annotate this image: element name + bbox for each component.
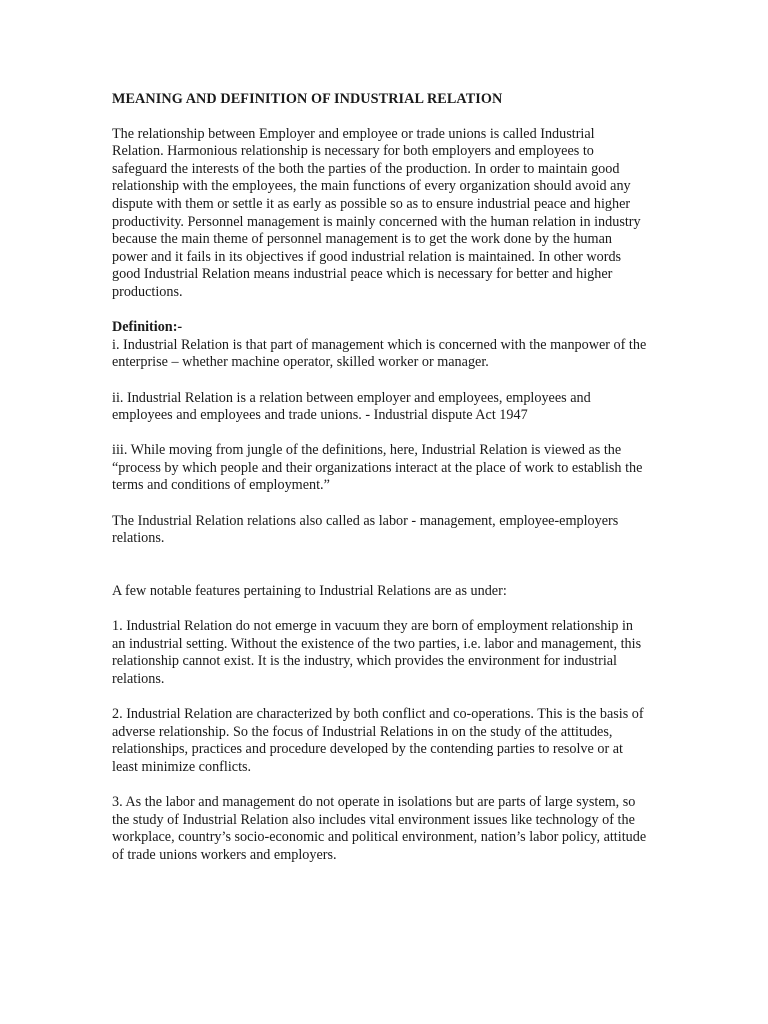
- feature-item-1: 1. Industrial Relation do not emerge in vacuum they are born of employment relationship in an industrial setting. Without the existence of the two parties, i.e. labor and management, this relationship cannot exist. It is the industry, which provides the environment for industrial relations.: [112, 618, 642, 687]
- definition-heading: Definition:-: [112, 319, 183, 336]
- document-title: MEANING AND DEFINITION OF INDUSTRIAL RELATION: [112, 91, 503, 107]
- blank-line: [112, 565, 648, 583]
- document-page: [112, 91, 648, 882]
- definition-item-3: iii. While moving from jungle of the definitions, here, Industrial Relation is viewed as the “process by which people and their organizations interact at the place of work to establish the terms and conditions of employment.”: [112, 442, 643, 494]
- feature-item-2: 2. Industrial Relation are characterized by both conflict and co-operations. This is the basis of adverse relationship. So the focus of Industrial Relations in on the study of the attitudes, relationships, practices and procedure developed by the contending parties to resolve or at least minimize conflicts.: [112, 706, 644, 775]
- also-called-paragraph: The Industrial Relation relations also called as labor - management, employee-employers relations.: [112, 512, 619, 547]
- features-intro: A few notable features pertaining to Industrial Relations are as under:: [112, 583, 507, 600]
- intro-paragraph: The relationship between Employer and employee or trade unions is called Industrial Relation. Harmonious relationship is necessary for both employers and employees to safeguard the interests of the both the parties of the production. In order to maintain good relationship with the employees, the main functions of every organization should avoid any dispute with them or settle it as early as possible so as to ensure industrial peace and higher productivity. Personnel management is mainly concerned with the human relation in industry because the main theme of personnel management is to get the work done by the human power and it fails in its objectives if good industrial relation is maintained. In other words good Industrial Relation means industrial peace which is necessary for better and higher productions.: [112, 125, 641, 300]
- feature-item-3: 3. As the labor and management do not operate in isolations but are parts of large system, so the study of Industrial Relation also includes vital environment issues like technology of the workplace, country’s socio-economic and political environment, nation’s labor policy, attitude of trade unions workers and employers.: [112, 794, 647, 863]
- definition-item-2: ii. Industrial Relation is a relation between employer and employees, employees and employees and employees and trade unions. - Industrial dispute Act 1947: [112, 389, 591, 424]
- definition-item-1: i. Industrial Relation is that part of management which is concerned with the manpower of the enterprise – whether machine operator, skilled worker or manager.: [112, 336, 647, 371]
- definition-section: [112, 319, 648, 372]
